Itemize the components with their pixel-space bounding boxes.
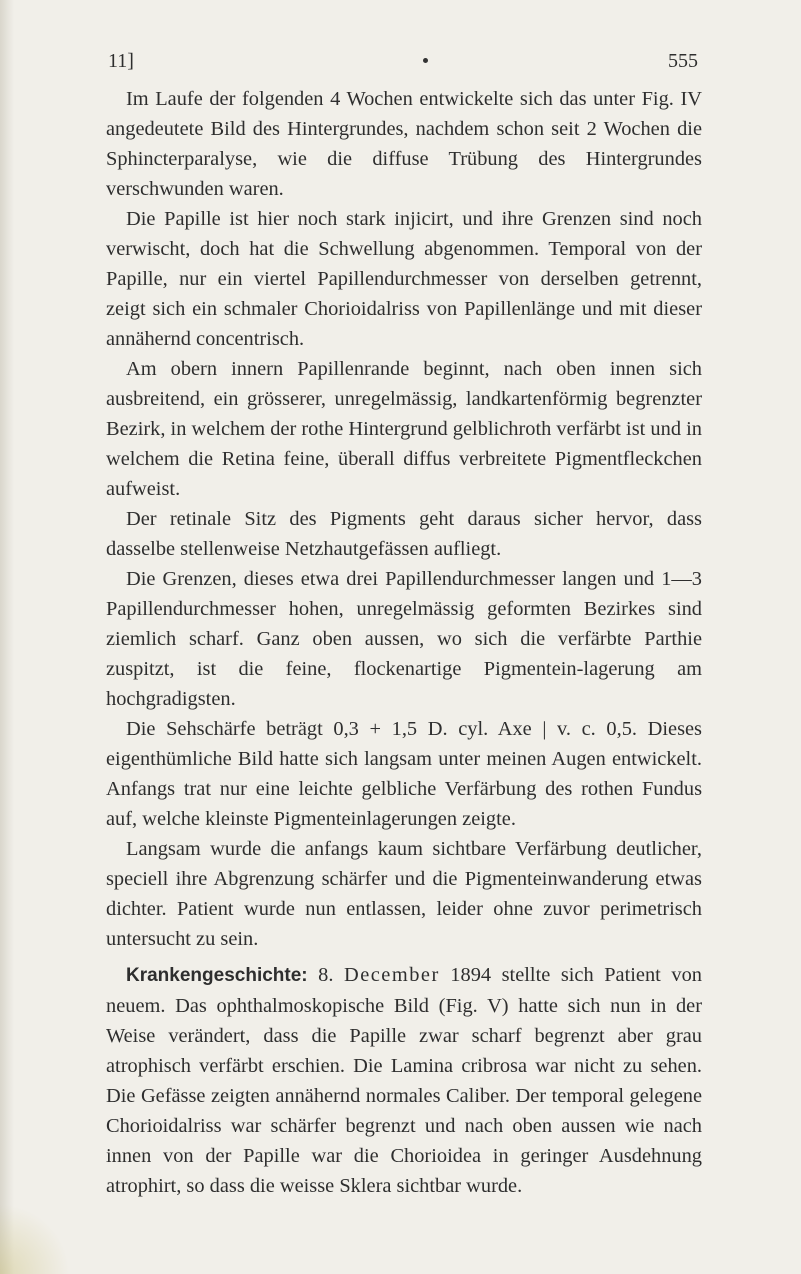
page-number: 555 <box>668 50 698 72</box>
paragraph-6: Die Sehschärfe beträgt 0,3 + 1,5 D. cyl. Axe | v. c. 0,5. Dieses eigenthümliche Bild hatte sich langsam unter meinen Augen entwickelt. Anfangs trat nur eine leichte gelbliche Verfärbung des rothen Fundus auf, welche kleinste Pigmenteinlagerungen zeigte. <box>106 718 702 830</box>
paragraph-1: Im Laufe der folgenden 4 Wochen entwickelte sich das unter Fig. IV angedeutete Bild des Hintergrundes, nachdem schon seit 2 Wochen die Sphincterparalyse, wie die diffuse Trübung des Hintergrundes verschwunden waren. <box>106 88 702 200</box>
history-paragraph <box>106 960 702 1201</box>
page-edge-shadow <box>0 0 14 1274</box>
paragraph-3: Am obern innern Papillenrande beginnt, nach oben innen sich ausbreitend, ein grösserer, unregelmässig, landkartenförmig begrenzter Bezirk, in welchem der rothe Hintergrund gelblichroth verfärbt ist und in welchem die Retina feine, überall diffus verbreitete Pigmentfleckchen aufweist. <box>106 358 702 500</box>
body-text <box>106 84 702 1201</box>
paragraph-4: Der retinale Sitz des Pigments geht daraus sicher hervor, dass dasselbe stellenweise Netzhautgefässen aufliegt. <box>106 508 702 560</box>
history-text: 1894 stellte sich Patient von neuem. Das ophthalmoskopische Bild (Fig. V) hatte sich nun in der Weise verändert, dass die Papille zwar scharf begrenzt aber grau atrophisch verfärbt erschien. Die Lamina cribrosa war nicht zu sehen. Die Gefässe zeigten annähernd normales Caliber. Der temporal gelegene Chorioidalriss war schärfer begrenzt und nach oben aussen wie nach innen von der Papille war die Chorioidea in geringer Ausdehnung atrophirt, so dass die weisse Sklera sichtbar wurde. <box>106 964 702 1197</box>
page-header <box>108 50 698 74</box>
section-marker: 11] <box>108 50 134 72</box>
history-month: December <box>343 964 440 986</box>
history-heading: Krankengeschichte: <box>126 965 308 986</box>
page-corner-stain <box>0 1204 70 1274</box>
paragraph-7: Langsam wurde die anfangs kaum sichtbare Verfärbung deutlicher, speciell ihre Abgrenzung schärfer und die Pigmenteinwanderung etwas dichter. Patient wurde nun entlassen, leider ohne zuvor perimetrisch untersucht zu sein. <box>106 838 702 950</box>
paragraph-2: Die Papille ist hier noch stark injicirt, und ihre Grenzen sind noch verwischt, doch hat die Schwellung abgenommen. Temporal von der Papille, nur ein viertel Papillendurchmesser von derselben getrennt, zeigt sich ein schmaler Chorioidalriss von Papillenlänge und mit dieser annähernd concentrisch. <box>106 208 702 350</box>
header-dot-mark <box>423 58 428 63</box>
paragraph-5: Die Grenzen, dieses etwa drei Papillendurchmesser langen und 1—3 Papillendurchmesser hohen, unregelmässig geformten Bezirkes sind ziemlich scharf. Ganz oben aussen, wo sich die verfärbte Parthie zuspitzt, ist die feine, flockenartige Pigmentein-lagerung am hochgradigsten. <box>106 568 702 710</box>
history-date-prefix: 8. <box>318 964 334 986</box>
